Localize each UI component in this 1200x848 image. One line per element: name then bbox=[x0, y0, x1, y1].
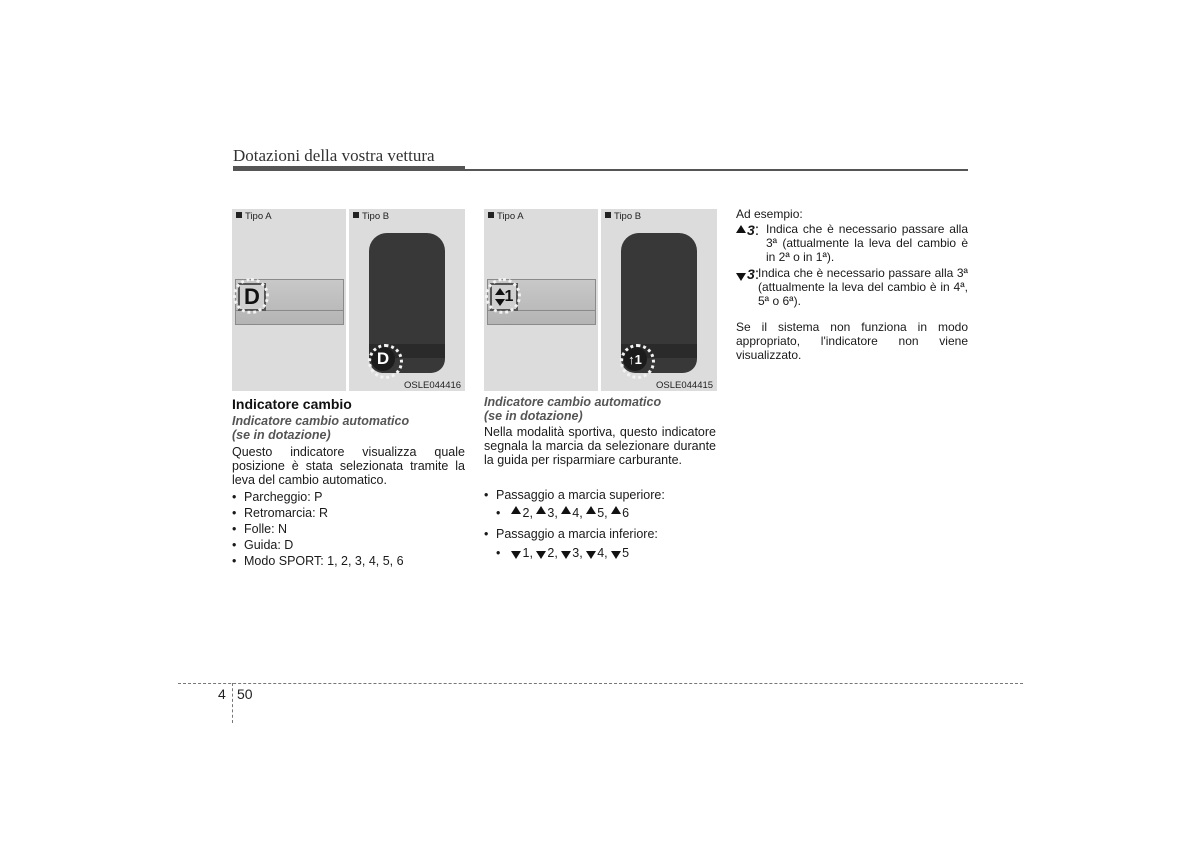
downshift-example-symbol: 3: bbox=[736, 266, 766, 284]
figure-2-code: OSLE044415 bbox=[656, 380, 714, 391]
gear-position-list bbox=[232, 489, 465, 569]
figure-1-tag-a: Tipo A bbox=[236, 211, 272, 222]
down-triangle-icon bbox=[611, 551, 621, 559]
up-triangle-icon bbox=[561, 506, 571, 514]
up-triangle-icon bbox=[511, 506, 521, 514]
subheading-line-1: Indicatore cambio automatico bbox=[232, 414, 410, 428]
upshift-example-symbol: 3: bbox=[736, 222, 766, 240]
list-item: • Retromarcia: R bbox=[232, 505, 465, 521]
downshift-values: • 1, 2, 3, 4, 5 bbox=[484, 545, 716, 561]
highlight-ring bbox=[620, 344, 655, 379]
upshift-values: • 2, 3, 4, 5, 6 bbox=[484, 505, 716, 521]
list-item: • Passaggio a marcia inferiore: bbox=[484, 526, 716, 542]
down-triangle-icon bbox=[586, 551, 596, 559]
column-2 bbox=[484, 395, 716, 561]
section-number: 4 bbox=[218, 686, 226, 702]
highlight-ring bbox=[233, 278, 269, 314]
square-icon bbox=[236, 212, 242, 218]
square-icon bbox=[488, 212, 494, 218]
up-triangle-icon bbox=[611, 506, 621, 514]
gear-indicator-a: D bbox=[238, 283, 266, 311]
column-3 bbox=[736, 207, 968, 362]
subheading-line-2: (se in dotazione) bbox=[232, 428, 331, 442]
column-1 bbox=[232, 396, 465, 569]
list-item: • Passaggio a marcia superiore: bbox=[484, 487, 716, 503]
example-label: Ad esempio: bbox=[736, 207, 803, 221]
downshift-example bbox=[736, 266, 968, 308]
footer-rule bbox=[178, 683, 1023, 684]
highlight-ring bbox=[485, 278, 521, 314]
subheading-line-1: Indicatore cambio automatico bbox=[484, 395, 662, 409]
up-arrow-icon: ↑ bbox=[628, 351, 635, 367]
list-item: • Modo SPORT: 1, 2, 3, 4, 5, 6 bbox=[232, 553, 465, 569]
header-rule bbox=[465, 169, 968, 171]
list-item: • Folle: N bbox=[232, 521, 465, 537]
down-triangle-icon bbox=[736, 273, 746, 281]
list-item: • Guida: D bbox=[232, 537, 465, 553]
header-rule-dark bbox=[233, 166, 465, 171]
up-triangle-icon bbox=[586, 506, 596, 514]
up-triangle-icon bbox=[536, 506, 546, 514]
note-paragraph: Se il sistema non funziona in modo appropriato, l'indicatore non viene visualizzato. bbox=[736, 320, 968, 362]
list-item: • Parcheggio: P bbox=[232, 489, 465, 505]
shift-list bbox=[484, 487, 716, 561]
figure-2 bbox=[484, 209, 717, 391]
figure-2-tag-b: Tipo B bbox=[605, 211, 641, 222]
down-triangle-icon bbox=[511, 551, 521, 559]
upshift-example bbox=[736, 222, 968, 264]
gear-indicator-a: 1 bbox=[490, 283, 518, 311]
downshift-example-text: Indica che è necessario passare alla 3ª (attualmente la leva del cambio è in 4ª, 5ª o 6ª). bbox=[758, 266, 968, 308]
figure-1-tag-b: Tipo B bbox=[353, 211, 389, 222]
intro-paragraph: Questo indicatore visualizza quale posizione è stata selezionata tramite la leva del cambio automatico. bbox=[232, 445, 465, 487]
footer-divider bbox=[232, 683, 233, 723]
figure-2-tag-a: Tipo A bbox=[488, 211, 524, 222]
upshift-example-text: Indica che è necessario passare alla 3ª (attualmente la leva del cambio è in 2ª o in 1ª). bbox=[766, 222, 968, 264]
square-icon bbox=[605, 212, 611, 218]
highlight-ring bbox=[368, 344, 403, 379]
figure-1-code: OSLE044416 bbox=[404, 380, 462, 391]
page-number: 50 bbox=[237, 686, 253, 702]
down-triangle-icon bbox=[536, 551, 546, 559]
figure-1 bbox=[232, 209, 465, 391]
down-triangle-icon bbox=[561, 551, 571, 559]
page-header-title: Dotazioni della vostra vettura bbox=[233, 146, 435, 165]
gear-indicator-b: D bbox=[371, 347, 395, 371]
subheading-line-2: (se in dotazione) bbox=[484, 409, 583, 423]
section-heading: Indicatore cambio bbox=[232, 396, 352, 412]
up-triangle-icon bbox=[736, 225, 746, 233]
gear-indicator-b: ↑ 1 bbox=[623, 347, 647, 371]
square-icon bbox=[353, 212, 359, 218]
sport-mode-paragraph: Nella modalità sportiva, questo indicatore segnala la marcia da selezionare durante la guida per risparmiare carburante. bbox=[484, 425, 716, 467]
